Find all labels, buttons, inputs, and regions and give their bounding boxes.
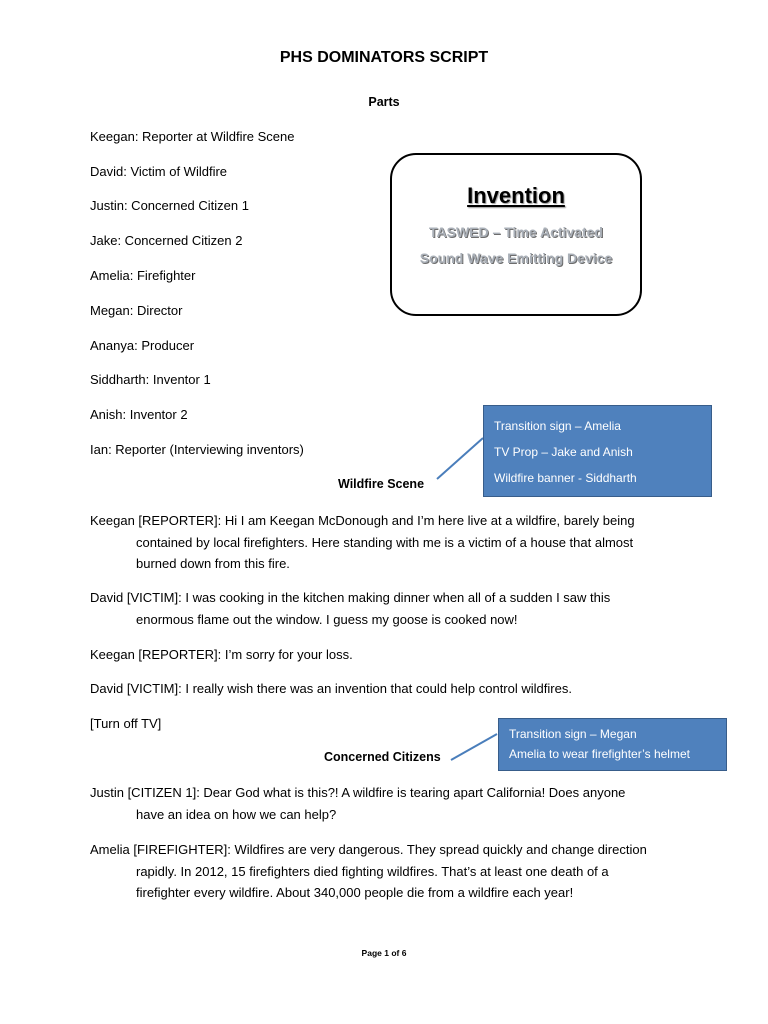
part-anish: Anish: Inventor 2 bbox=[90, 407, 188, 422]
callout-line-1 bbox=[437, 438, 483, 479]
invention-line-1: TASWED – Time Activated bbox=[428, 224, 603, 240]
parts-heading: Parts bbox=[368, 95, 400, 109]
invention-box bbox=[390, 153, 642, 316]
dialogue-line: David [VICTIM]: I really wish there was an invention that could help control wildfires. bbox=[90, 681, 572, 696]
section-concerned-citizens: Concerned Citizens bbox=[324, 750, 441, 764]
dialogue-keegan-2 bbox=[90, 644, 678, 666]
page-number: Page 1 of 6 bbox=[361, 948, 407, 958]
dialogue-amelia-1 bbox=[90, 839, 678, 904]
dialogue-david-2 bbox=[90, 678, 678, 700]
dialogue-line: Keegan [REPORTER]: Hi I am Keegan McDonough and I’m here live at a wildfire, barely being bbox=[90, 513, 635, 528]
page-title: PHS DOMINATORS SCRIPT bbox=[279, 49, 489, 66]
dialogue-line: burned down from this fire. bbox=[136, 556, 290, 571]
part-jake: Jake: Concerned Citizen 2 bbox=[90, 233, 243, 248]
dialogue-line: contained by local firefighters. Here standing with me is a victim of a house that almost bbox=[136, 534, 634, 550]
part-ian: Ian: Reporter (Interviewing inventors) bbox=[90, 442, 304, 457]
dialogue-line: Amelia [FIREFIGHTER]: Wildfires are very dangerous. They spread quickly and change direction bbox=[90, 842, 647, 857]
dialogue-line: Keegan [REPORTER]: I’m sorry for your loss. bbox=[90, 647, 353, 662]
dialogue-line: Justin [CITIZEN 1]: Dear God what is this?! A wildfire is tearing apart California! Does anyone bbox=[90, 785, 626, 800]
note1-line-1: Transition sign – Amelia bbox=[494, 419, 621, 433]
stage-note-1 bbox=[483, 405, 712, 497]
dialogue-justin-1 bbox=[90, 782, 678, 825]
note1-line-2: TV Prop – Jake and Anish bbox=[494, 445, 633, 459]
dialogue-line: [Turn off TV] bbox=[90, 716, 162, 731]
part-ananya: Ananya: Producer bbox=[90, 338, 195, 353]
note2-line-1: Transition sign – Megan bbox=[509, 727, 637, 741]
part-megan: Megan: Director bbox=[90, 303, 183, 318]
part-siddharth: Siddharth: Inventor 1 bbox=[90, 372, 211, 387]
part-justin: Justin: Concerned Citizen 1 bbox=[90, 198, 249, 213]
dialogue-line: David [VICTIM]: I was cooking in the kitchen making dinner when all of a sudden I saw this bbox=[90, 590, 611, 605]
note2-line-2: Amelia to wear firefighter’s helmet bbox=[509, 747, 690, 761]
part-david: David: Victim of Wildfire bbox=[90, 164, 228, 179]
section-wildfire-scene: Wildfire Scene bbox=[338, 477, 425, 491]
callout-line-2 bbox=[451, 734, 497, 760]
invention-line-2: Sound Wave Emitting Device bbox=[419, 250, 613, 266]
dialogue-line: firefighter every wildfire. About 340,000 people die from a wildfire each year! bbox=[136, 885, 574, 900]
stage-note-2 bbox=[498, 718, 727, 771]
dialogue-david-1 bbox=[90, 587, 678, 630]
part-keegan: Keegan: Reporter at Wildfire Scene bbox=[90, 129, 295, 144]
note1-line-3: Wildfire banner - Siddharth bbox=[494, 471, 637, 485]
invention-title: Invention bbox=[467, 183, 565, 208]
dialogue-line: have an idea on how we can help? bbox=[136, 806, 337, 822]
dialogue-line: rapidly. In 2012, 15 firefighters died fighting wildfires. That’s at least one death of a bbox=[136, 863, 609, 879]
dialogue-line: enormous flame out the window. I guess my goose is cooked now! bbox=[136, 611, 518, 627]
part-amelia: Amelia: Firefighter bbox=[90, 268, 196, 283]
dialogue-keegan-1 bbox=[90, 510, 678, 575]
